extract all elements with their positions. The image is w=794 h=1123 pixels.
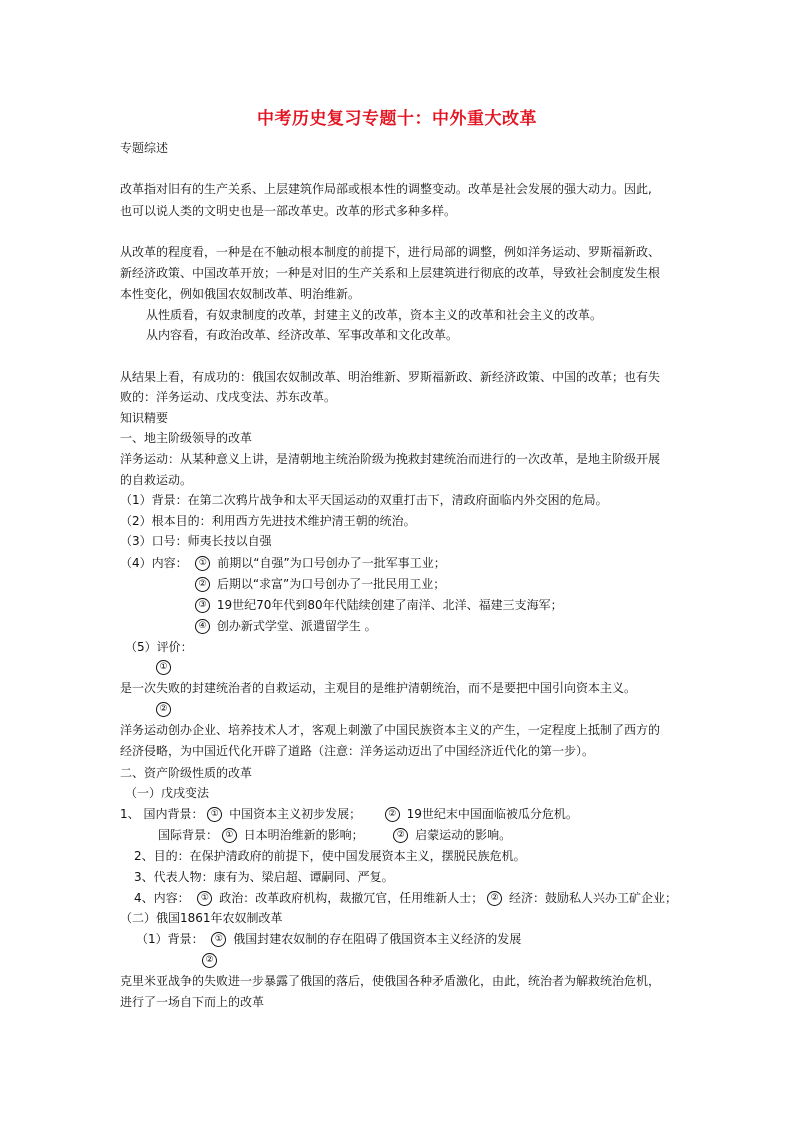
paragraph-line: 从性质看，有奴隶制度的改革，封建主义的改革，资本主义的改革和社会主义的改革。: [146, 308, 603, 322]
list-label: （1）背景：: [136, 932, 204, 946]
list-item-text: 经济：鼓励私人兴办工矿企业；: [508, 891, 677, 905]
section-heading: 一、地主阶级领导的改革: [120, 431, 253, 445]
list-item: （3）口号：师夷长技以自强: [120, 534, 272, 548]
circled-number-marker: ③: [195, 598, 210, 613]
circled-number-marker: ①: [197, 891, 212, 906]
circled-number-marker: ②: [487, 891, 502, 906]
list-item-text: 启蒙运动的影响。: [415, 828, 512, 842]
circled-number-marker: ①: [222, 828, 237, 843]
list-label: 1、 国内背景：: [120, 807, 204, 821]
list-item-text: 前期以“自强”为口号创办了一批军事工业；: [217, 556, 446, 570]
list-item-text: 后期以“求富”为口号创办了一批民用工业；: [216, 577, 446, 591]
list-item: 3、代表人物：康有为、梁启超、谭嗣同、严复。: [134, 870, 394, 884]
circled-number-marker: ②: [156, 702, 171, 717]
list-item: [120, 806, 578, 822]
paragraph-line: 改革指对旧有的生产关系、上层建筑作局部或根本性的调整变动。改革是社会发展的强大动力。因此,: [120, 182, 652, 196]
list-item: 2、目的：在保护清政府的前提下，使中国发展资本主义，摆脱民族危机。: [134, 849, 526, 863]
paragraph-line: 克里米亚战争的失败进一步暴露了俄国的落后，使俄国各种矛盾激化，由此，统治者为解救统治危机，: [120, 974, 661, 988]
paragraph-line: 新经济政策、中国改革开放；一种是对旧的生产关系和上层建筑进行彻底的改革，导致社会制度发生根: [120, 266, 661, 280]
list-label: （4）内容：: [120, 556, 188, 570]
paragraph-line: 经济侵略，为中国近代化开辟了道路（注意：洋务运动迈出了中国经济近代化的第一步）。: [120, 744, 595, 758]
circled-number-marker: ④: [195, 619, 210, 634]
paragraph-line: 是一次失败的封建统治者的自救运动，主观目的是维护清朝统治，而不是要把中国引向资本主义。: [120, 681, 637, 695]
list-label: 4、内容：: [134, 891, 190, 905]
paragraph-line: 的自救运动。: [120, 473, 193, 487]
list-item-text: 中国资本主义初步发展；: [229, 807, 362, 821]
subsection-heading: （一）戊戌变法: [125, 786, 210, 800]
list-item-text: 19世纪70年代到80年代陆续创建了南洋、北洋、福建三支海军；: [216, 598, 563, 612]
paragraph-line: 从内容看，有政治改革、经济改革、军事改革和文化改革。: [146, 328, 459, 342]
paragraph-line: 败的：洋务运动、戊戌变法、苏东改革。: [120, 390, 337, 404]
paragraph-line: 进行了一场自下而上的改革: [120, 995, 265, 1009]
section-heading-knowledge: 知识精要: [120, 411, 169, 425]
list-item: [120, 555, 446, 571]
list-item: （5）评价：: [125, 640, 193, 654]
list-item: （2）根本目的：利用西方先进技术维护清王朝的统治。: [120, 514, 416, 528]
paragraph-line: 洋务运动创办企业、培养技术人才，客观上刺激了中国民族资本主义的产生，一定程度上抵制了西方的: [120, 723, 661, 737]
paragraph-line: 洋务运动：从某种意义上讲，是清朝地主统治阶级为挽救封建统治而进行的一次改革，是地主阶级开展: [120, 452, 661, 466]
list-item-text: 俄国封建农奴制的存在阻碍了俄国资本主义经济的发展: [233, 932, 522, 946]
list-item: [134, 890, 677, 906]
list-item: [156, 701, 174, 717]
page-title: 中考历史复习专题十：中外重大改革: [257, 109, 537, 129]
list-item: [136, 931, 521, 947]
paragraph-line: 从改革的程度看，一种是在不触动根本制度的前提下，进行局部的调整，例如洋务运动、罗斯福新政、: [120, 245, 661, 259]
list-item-text: 19世纪末中国面临被瓜分危机。: [406, 807, 578, 821]
section-heading: 二、资产阶级性质的改革: [120, 766, 253, 780]
list-item: [195, 597, 563, 613]
list-item: （1）背景：在第二次鸦片战争和太平天国运动的双重打击下，清政府面临内外交困的危局。: [120, 493, 608, 507]
circled-number-marker: ②: [385, 807, 400, 822]
list-label: 国际背景：: [158, 828, 219, 842]
circled-number-marker: ①: [207, 807, 222, 822]
subsection-heading: （二）俄国1861年农奴制改革: [120, 911, 283, 925]
list-item-text: 创办新式学堂、派遣留学生 。: [216, 619, 377, 633]
circled-number-marker: ②: [195, 577, 210, 592]
list-item: [195, 618, 377, 634]
paragraph-line: 也可以说人类的文明史也是一部改革史。改革的形式多种多样。: [120, 204, 457, 218]
list-item: [158, 827, 511, 843]
list-item: [202, 952, 220, 968]
paragraph-line: 从结果上看，有成功的：俄国农奴制改革、明治维新、罗斯福新政、新经济政策、中国的改革；也有失: [120, 370, 661, 384]
paragraph-line: 本性变化，例如俄国农奴制改革、明治维新。: [120, 287, 361, 301]
circled-number-marker: ②: [393, 828, 408, 843]
circled-number-marker: ①: [156, 660, 171, 675]
list-item-text: 日本明治维新的影响；: [243, 828, 364, 842]
circled-number-marker: ①: [195, 556, 210, 571]
circled-number-marker: ②: [202, 953, 217, 968]
list-item: [156, 659, 174, 675]
list-item-text: 政治：改革政府机构，裁撤冗官，任用维新人士；: [219, 891, 484, 905]
list-item: [195, 576, 445, 592]
circled-number-marker: ①: [211, 932, 226, 947]
section-heading-overview: 专题综述: [120, 141, 169, 155]
